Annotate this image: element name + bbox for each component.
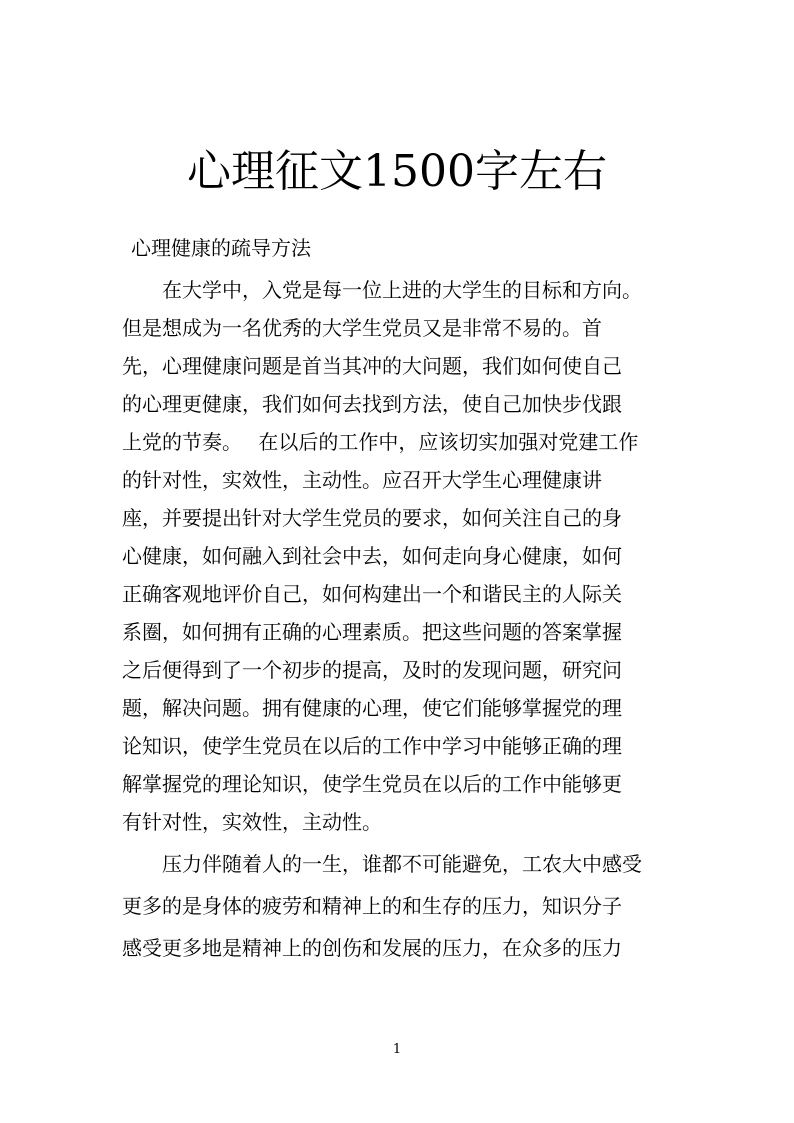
text-line: 更多的是身体的疲劳和精神上的和生存的压力，知识分子 bbox=[122, 894, 622, 918]
text-line: 压力伴随着人的一生，谁都不可能避免，工农大中感受 bbox=[122, 852, 642, 876]
document-title: 心理征文1500字左右 bbox=[187, 146, 607, 197]
text-line: 感受更多地是精神上的创伤和发展的压力，在众多的压力 bbox=[122, 936, 622, 960]
text-line: 座，并要提出针对大学生党员的要求，如何关注自己的身 bbox=[122, 506, 622, 530]
text-line: 正确客观地评价自己，如何构建出一个和谐民主的人际关 bbox=[122, 582, 622, 606]
text-line: 在大学中，入党是每一位上进的大学生的目标和方向。 bbox=[122, 278, 642, 302]
text-line: 先，心理健康问题是首当其冲的大问题，我们如何使自己 bbox=[122, 354, 622, 378]
text-line: 题，解决问题。拥有健康的心理，使它们能够掌握党的理 bbox=[122, 696, 622, 720]
text-line: 解掌握党的理论知识，使学生党员在以后的工作中能够更 bbox=[122, 772, 622, 796]
text-line: 之后便得到了一个初步的提高，及时的发现问题，研究问 bbox=[122, 658, 622, 682]
text-line: 的心理更健康，我们如何去找到方法，使自己加快步伐跟 bbox=[122, 392, 622, 416]
text-line: 系圈，如何拥有正确的心理素质。把这些问题的答案掌握 bbox=[122, 620, 622, 644]
section-heading: 心理健康的疏导方法 bbox=[131, 236, 311, 260]
page-number: 1 bbox=[392, 1042, 402, 1057]
text-line: 论知识，使学生党员在以后的工作中学习中能够正确的理 bbox=[122, 734, 622, 758]
text-line: 的针对性，实效性，主动性。应召开大学生心理健康讲 bbox=[122, 468, 602, 492]
text-line: 上党的节奏。 在以后的工作中，应该切实加强对党建工作 bbox=[122, 430, 639, 454]
text-line: 心健康，如何融入到社会中去，如何走向身心健康，如何 bbox=[122, 544, 622, 568]
text-line: 但是想成为一名优秀的大学生党员又是非常不易的。首 bbox=[122, 316, 602, 340]
text-line: 有针对性，实效性，主动性。 bbox=[122, 810, 382, 834]
